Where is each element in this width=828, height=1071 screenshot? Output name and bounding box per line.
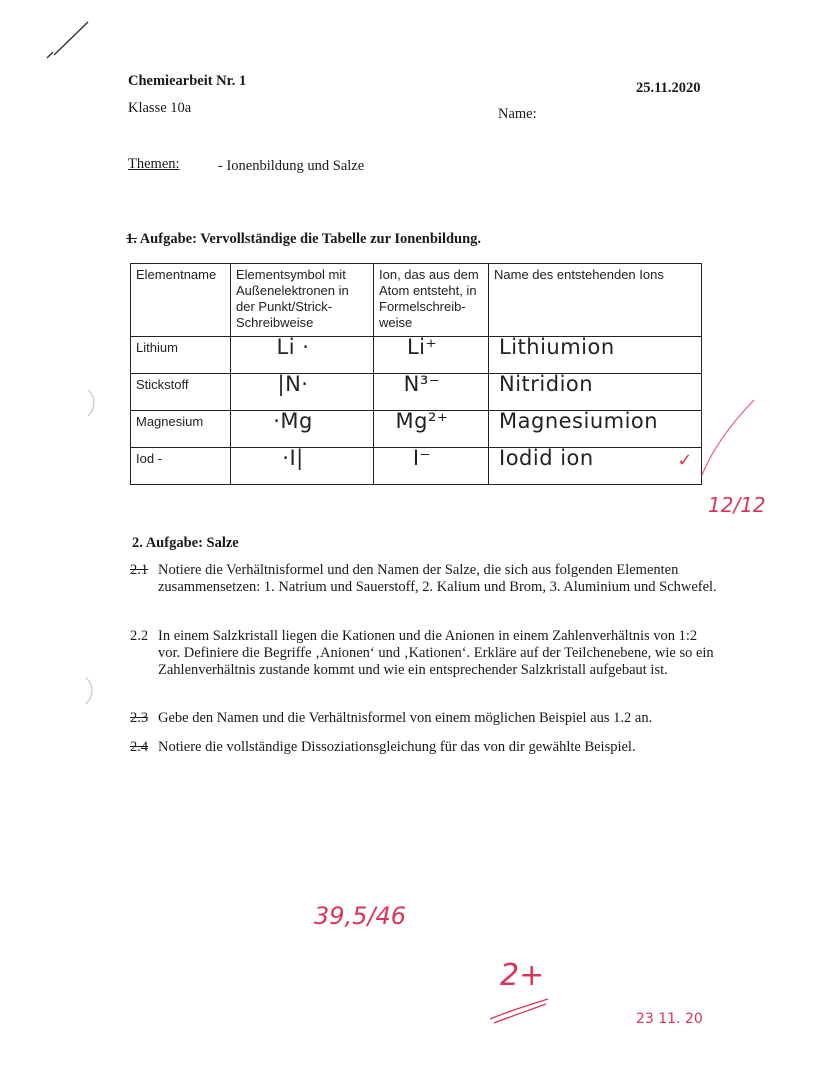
cell-ion: I⁻: [374, 448, 489, 485]
cell-element: Magnesium: [131, 411, 231, 448]
themes-label: Themen:: [128, 156, 180, 172]
task-text: In einem Salzkristall liegen die Kationen und die Anionen in einem Zahlenverhältnis von 1:2 vor. Definiere die Begriffe ‚Anionen‘ und ‚Kationen‘. Erkläre auf der Teilchenebene, wie so ein Zahlenverhältnis zustande kommt und wie ein entsprechender Salzkristall aufgebaut ist.: [158, 628, 714, 678]
task-number: 2.2: [130, 628, 149, 644]
task-item-2-2: [130, 628, 720, 700]
corner-check-mark-icon: [44, 14, 94, 64]
cell-symbol: Li ·: [231, 337, 374, 374]
table-row: [131, 374, 702, 411]
header-ion-formula: Ion, das aus dem Atom entsteht, in Formelschreib-weise: [374, 264, 489, 337]
cell-ion-name: Nitridion: [489, 374, 702, 411]
task1-number: 1.: [126, 231, 137, 247]
task1-title: Aufgabe: Vervollständige die Tabelle zur Ionenbildung.: [139, 231, 482, 247]
task-item-2-1: [130, 562, 720, 622]
ion-table: [130, 263, 702, 485]
signed-date: 23 11. 20: [636, 1011, 703, 1027]
cell-ion-name: Magnesiumion: [489, 411, 702, 448]
class-label: Klasse 10a: [128, 100, 192, 116]
margin-mark-icon: [84, 676, 98, 706]
table-header-row: [131, 264, 702, 337]
exam-date: 25.11.2020: [636, 80, 701, 96]
cell-ion: Mg²⁺: [374, 411, 489, 448]
themes-value: - Ionenbildung und Salze: [218, 158, 365, 174]
header-element-name: Elementname: [131, 264, 231, 337]
task1-score: 12/12: [708, 493, 766, 517]
cell-element: Lithium: [131, 337, 231, 374]
margin-mark-icon: [86, 388, 100, 418]
check-mark-icon: ✓: [677, 450, 693, 471]
task-text: Gebe den Namen und die Verhältnisformel von einem möglichen Beispiel aus 1.2 an.: [158, 710, 653, 726]
header-element-symbol: Elementsymbol mit Außenelektronen in der Punkt/Strick-Schreibweise: [231, 264, 374, 337]
total-score: 39,5/46: [314, 902, 407, 930]
name-label: Name:: [498, 106, 537, 122]
cell-symbol: ·I|: [231, 448, 374, 485]
cell-element: Stickstoff: [131, 374, 231, 411]
cell-ion: Li⁺: [374, 337, 489, 374]
header-ion-name: Name des entstehenden Ions: [489, 264, 702, 337]
cell-ion-name: Lithiumion: [489, 337, 702, 374]
task-number: 2.3: [130, 710, 149, 726]
ion-name-text: Iodid ion: [499, 446, 594, 470]
task-number: 2.1: [130, 562, 149, 578]
cell-symbol: |N·: [231, 374, 374, 411]
task2-heading: 2. Aufgabe: Salze: [132, 535, 239, 551]
correction-stroke-icon: [650, 395, 760, 485]
grade-underline-icon: [484, 995, 554, 1025]
exam-title: Chemiearbeit Nr. 1: [128, 73, 247, 89]
task-text: Notiere die vollständige Dissoziationsgleichung für das von dir gewählte Beispiel.: [158, 739, 636, 755]
task-item-2-3: [130, 710, 750, 727]
task-text: Notiere die Verhältnisformel und den Namen der Salze, die sich aus folgenden Elementen zusammensetzen: 1. Natrium und Sauerstoff, 2. Kalium und Brom, 3. Aluminium und Schwefel.: [158, 562, 717, 595]
task1-heading: [126, 231, 481, 248]
cell-element: Iod -: [131, 448, 231, 485]
task-item-2-4: [130, 739, 750, 756]
cell-ion: N³⁻: [374, 374, 489, 411]
cell-symbol: ·Mg: [231, 411, 374, 448]
final-grade: 2+: [500, 958, 545, 993]
task-number: 2.4: [130, 739, 149, 755]
table-row: [131, 448, 702, 485]
table-row: [131, 411, 702, 448]
table-row: [131, 337, 702, 374]
